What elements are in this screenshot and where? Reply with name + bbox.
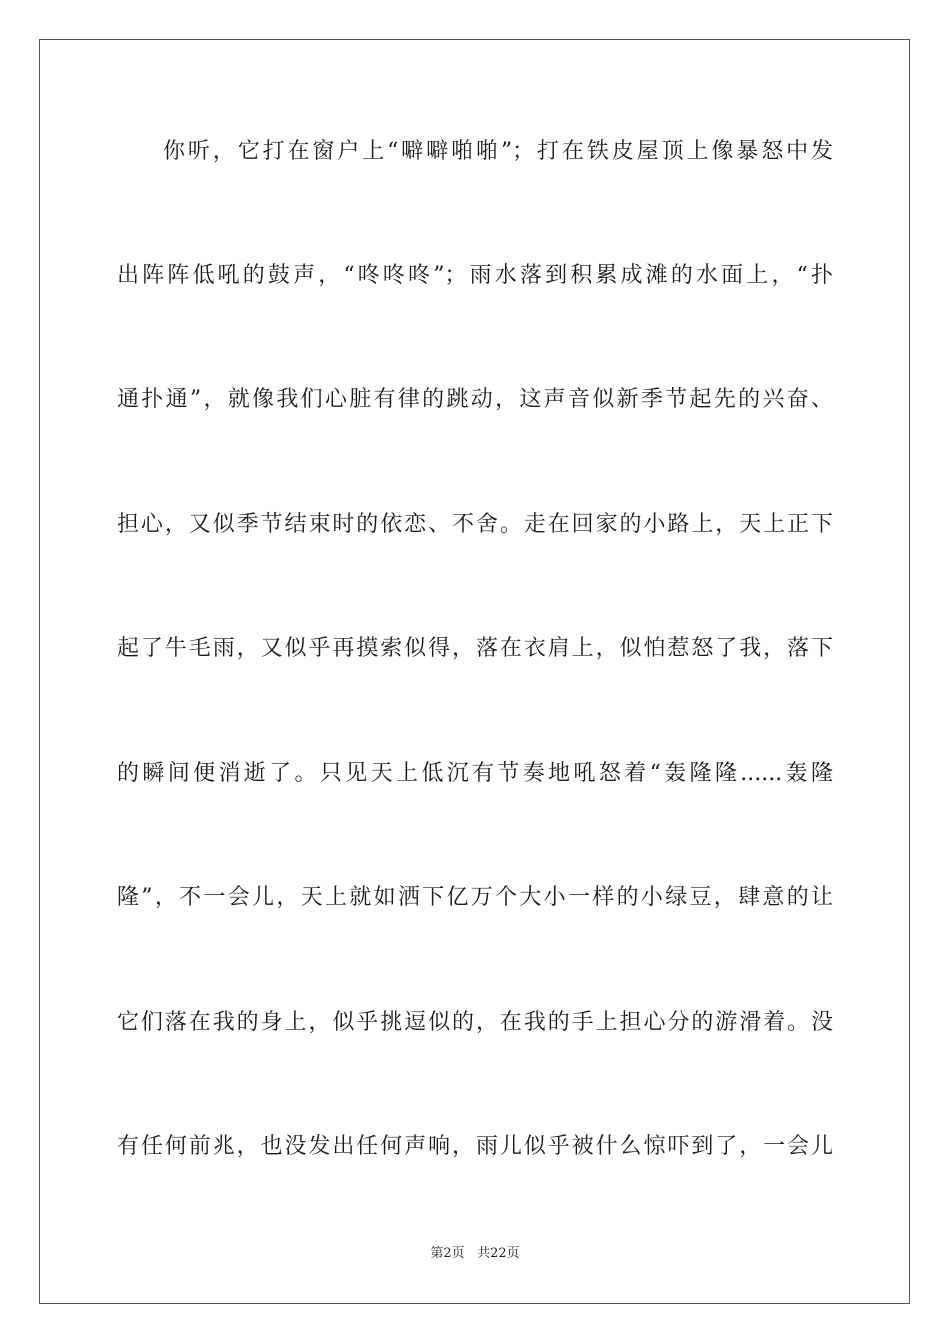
paragraph-line: 起了牛毛雨，又似乎再摸索似得，落在衣肩上，似怕惹怒了我，落下 (117, 636, 833, 661)
paragraph-line: 有任何前兆，也没发出任何声响，雨儿似乎被什么惊吓到了，一会儿 (117, 1134, 833, 1159)
page-total: 共22页 (477, 1246, 520, 1261)
paragraph-line: 的瞬间便消逝了。只见天上低沉有节奏地吼怒着“轰隆隆......轰隆 (117, 761, 833, 786)
paragraph-line: 它们落在我的身上，似乎挑逗似的，在我的手上担心分的游滑着。没 (117, 1010, 833, 1035)
page-footer (0, 1245, 950, 1263)
page-number: 第2页 (430, 1246, 465, 1261)
page-border (39, 39, 910, 1304)
paragraph-line: 隆”，不一会儿，天上就如洒下亿万个大小一样的小绿豆，肆意的让 (117, 885, 833, 910)
paragraph-line: 担心，又似季节结束时的依恋、不舍。走在回家的小路上，天上正下 (117, 512, 833, 537)
paragraph-line: 出阵阵低吼的鼓声，“咚咚咚”；雨水落到积累成滩的水面上，“扑 (117, 263, 833, 288)
paragraph-line: 你听，它打在窗户上“噼噼啪啪”；打在铁皮屋顶上像暴怒中发 (163, 139, 833, 164)
paragraph-line: 通扑通”，就像我们心脏有律的跳动，这声音似新季节起先的兴奋、 (117, 387, 833, 412)
